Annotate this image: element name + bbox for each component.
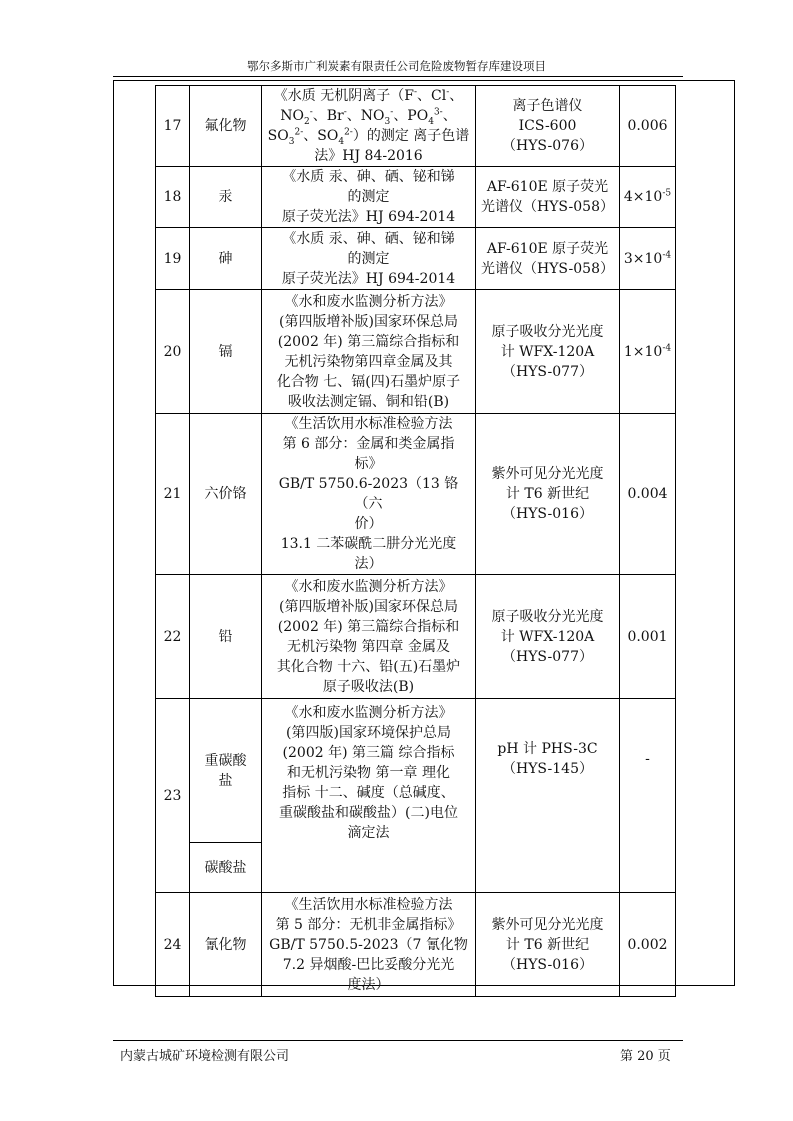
- detection-limit: 0.006: [620, 86, 676, 167]
- method-cell: 《水和废水监测分析方法》 (第四版增补版)国家环保总局 (2002 年) 第三篇综合指标和 无机污染物 第四章 金属及 其化合物 十六、铅(五)石墨炉 原子吸收法(B): [262, 575, 476, 699]
- table-row: [156, 414, 676, 575]
- instrument-cell: AF-610E 原子荧光 光谱仪（HYS-058）: [476, 228, 620, 290]
- item-name: 砷: [190, 228, 262, 290]
- method-cell: 《水和废水监测分析方法》 (第四版增补版)国家环保总局 (2002 年) 第三篇综合指标和 无机污染物第四章金属及其 化合物 七、镉(四)石墨炉原子 吸收法测定镉、铜和铅(B): [262, 290, 476, 414]
- instrument-cell: 紫外可见分光光度 计 T6 新世纪 （HYS-016）: [476, 414, 620, 575]
- instrument-cell: 原子吸收分光光度 计 WFX-120A （HYS-077）: [476, 290, 620, 414]
- row-number: 18: [156, 167, 190, 228]
- detection-limit: 0.002: [620, 893, 676, 997]
- table-row: [156, 167, 676, 228]
- table-row: [156, 290, 676, 414]
- method-cell: 《生活饮用水标准检验方法 第 6 部分：金属和类金属指 标》 GB/T 5750.6-2023（13 铬（六 价） 13.1 二苯碳酰二肼分光光度 法）: [262, 414, 476, 575]
- method-cell: 《水质 无机阴离子（F-、Cl-、$NO_2^-$、Br-、$NO_3^-$、$PO_4^{3-}$、$SO_3^{2-}$、$SO_4^{2-}$）的测定 离子色谱法》HJ 84-2016: [262, 86, 476, 167]
- table-row: [156, 699, 676, 843]
- method-cell: 《水质 汞、砷、硒、铋和锑 的测定 原子荧光法》HJ 694-2014: [262, 167, 476, 228]
- detection-limit: $3\times 10^{-4}$: [620, 228, 676, 290]
- row-number: 23: [156, 699, 190, 893]
- row-number: 19: [156, 228, 190, 290]
- item-name: 氰化物: [190, 893, 262, 997]
- detection-limit: -: [620, 699, 676, 893]
- item-name: 重碳酸 盐: [190, 699, 262, 843]
- instrument-cell: AF-610E 原子荧光 光谱仪（HYS-058）: [476, 167, 620, 228]
- table-row: [156, 86, 676, 167]
- method-cell: 《生活饮用水标准检验方法 第 5 部分：无机非金属指标》 GB/T 5750.5-2023（7 氰化物 7.2 异烟酸-巴比妥酸分光光 度法）: [262, 893, 476, 997]
- page-number: 第 20 页: [620, 1049, 671, 1064]
- row-number: 17: [156, 86, 190, 167]
- table-row: [156, 893, 676, 997]
- method-table: [155, 85, 676, 997]
- detection-limit: 0.001: [620, 575, 676, 699]
- instrument-cell: 离子色谱仪 ICS-600 （HYS-076）: [476, 86, 620, 167]
- method-cell: 《水和废水监测分析方法》 (第四版)国家环境保护总局 (2002 年) 第三篇 综合指标 和无机污染物 第一章 理化 指标 十二、碱度（总碱度、 重碳酸盐和碳酸盐）(二)电位 滴定法: [262, 699, 476, 893]
- item-name: 汞: [190, 167, 262, 228]
- detection-limit: $1\times 10^{-4}$: [620, 290, 676, 414]
- table-row: [156, 228, 676, 290]
- detection-limit: 0.004: [620, 414, 676, 575]
- table-row: [156, 575, 676, 699]
- row-number: 20: [156, 290, 190, 414]
- header-rule: [113, 76, 683, 77]
- item-name: 镉: [190, 290, 262, 414]
- item-name: 碳酸盐: [190, 843, 262, 893]
- row-number: 21: [156, 414, 190, 575]
- instrument-cell: 原子吸收分光光度 计 WFX-120A （HYS-077）: [476, 575, 620, 699]
- method-cell: 《水质 汞、砷、硒、铋和锑 的测定 原子荧光法》HJ 694-2014: [262, 228, 476, 290]
- row-number: 22: [156, 575, 190, 699]
- instrument-cell: pH 计 PHS-3C （HYS-145）: [476, 699, 620, 893]
- instrument-cell: 紫外可见分光光度 计 T6 新世纪 （HYS-016）: [476, 893, 620, 997]
- detection-limit: $4\times 10^{-5}$: [620, 167, 676, 228]
- item-name: 铅: [190, 575, 262, 699]
- item-name: 六价铬: [190, 414, 262, 575]
- page-header: 鄂尔多斯市广利炭素有限责任公司危险废物暂存库建设项目: [247, 59, 546, 73]
- footer-company: 内蒙古城矿环境检测有限公司: [120, 1049, 290, 1064]
- item-name: 氟化物: [190, 86, 262, 167]
- row-number: 24: [156, 893, 190, 997]
- footer-rule: [113, 1040, 683, 1041]
